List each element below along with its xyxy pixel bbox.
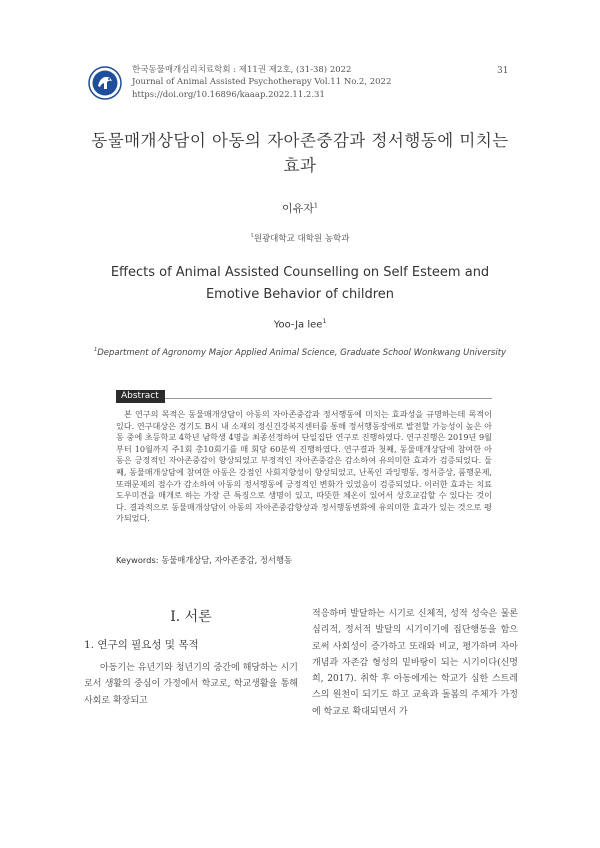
body-column-right: [312, 606, 518, 720]
section-title: Ⅰ. 서론: [170, 609, 212, 625]
abstract-divider: [116, 398, 492, 399]
author-english-sup: 1: [322, 318, 327, 325]
doi-link[interactable]: https://doi.org/10.16896/kaaap.2022.11.2.31: [132, 89, 325, 100]
author-english-name: Yoo-Ja lee: [273, 319, 323, 331]
page-number: 31: [497, 66, 509, 76]
abstract-body: [116, 409, 492, 525]
keywords-text: 동물매개상담, 자아존중감, 정서행동: [161, 555, 292, 565]
journal-english-name: Journal of Animal Assisted Psychotherapy Vol.11 No.2, 2022: [132, 77, 392, 88]
subsection-title: 1. 연구의 필요성 및 목적: [84, 639, 199, 651]
title-english-line2: Emotive Behavior of children: [205, 287, 395, 302]
author-korean-name: 이유자: [281, 202, 314, 215]
paper-title-english: [60, 262, 540, 306]
affiliation-korean-text: 원광대학교 대학원 농학과: [253, 234, 350, 244]
paragraph-right: 적응하며 발달하는 시기로 신체적, 성적 성숙은 물론 심리적, 정서적 발달의 시기이기에 집단행동을 함으로써 사회성이 증가하고 또래와 비교, 평가하며 자아개념과 자존감 형성의 밑바탕이 되는 시기이다(신명희, 2017). 취학 후 아동에게는 학교가 심한 스트레스의 원천이 되기도 하고 교육과 돌봄의 주체가 가정에 학교로 확대되면서 가: [312, 609, 518, 717]
keywords-label: Keywords:: [116, 555, 159, 565]
paragraph-left: 아동기는 유년기와 청년기의 중간에 해당하는 시기로서 생활의 중심이 가정에서 학교로, 학교생활을 통해 사회로 확장되고: [84, 663, 298, 706]
paper-title-korean: [60, 128, 540, 178]
title-english-line1: Effects of Animal Assisted Counselling on Self Esteem and: [110, 265, 490, 280]
author-korean-sup: 1: [313, 201, 319, 210]
affiliation-korean-sup: 1: [250, 233, 254, 240]
abstract-text: 본 연구의 목적은 동물매개상담이 아동의 자아존중감과 정서행동에 미치는 효과성을 규명하는데 목적이 있다. 연구대상은 경기도 B시 내 소재의 정신건강복지센터를 통해 정서행동장애로 발전할 가능성이 높은 아동 중에 초등학교 4학년 남학생 4명을 최종선정하여 단일집단 연구로 진행하였다. 연구진행은 2019년 9월부터 10월까지 주1회 총10회기를 매 회당 60분씩 진행하였다. 연구결과 첫째, 동물매개상담에 참여한 아동은 긍정적인 자아존중감이 향상되었고 부정적인 자아존중감은 감소하여 유의미한 효과가 검증되었다. 둘째, 동물매개상담에 참여한 아동은 강점인 사회지향성이 향상되었고, 난폭인 과잉행동, 정서증상, 품행문제, 또래문제의 점수가 감소하여 아동의 정서행동에 긍정적인 변화가 있었음이 검증되었다. 이러한 효과는 치료도우미견을 매개로 하는 가장 큰 특징으로 생명이 있고, 따뜻한 체온이 있어서 상호교감할 수 있다는 것이다. 결과적으로 동물매개상담이 아동의 자아존중감향상과 정서행동변화에 유의미한 효과가 있는 것으로 평가되었다.: [116, 409, 492, 524]
author-english: [0, 318, 600, 330]
affiliation-english: [0, 347, 600, 358]
affiliation-english-sup: 1: [93, 347, 98, 353]
affiliation-korean: [0, 232, 600, 244]
journal-header: [132, 64, 391, 101]
body-column-left: [84, 660, 298, 709]
journal-logo-icon: [88, 66, 122, 100]
abstract-label: Abstract: [116, 390, 165, 403]
title-korean-line2: 효과: [283, 156, 317, 175]
title-korean-line1: 동물매개상담이 아동의 자아존중감과 정서행동에 미치는: [91, 131, 509, 150]
keywords: [116, 554, 292, 566]
affiliation-english-text: Department of Agronomy Major Applied Animal Science, Graduate School Wonkwang University: [97, 347, 507, 358]
journal-korean-name: 한국동물매개심리치료학회 : 제11권 제2호, (31-38) 2022: [132, 65, 352, 75]
author-korean: [0, 200, 600, 216]
